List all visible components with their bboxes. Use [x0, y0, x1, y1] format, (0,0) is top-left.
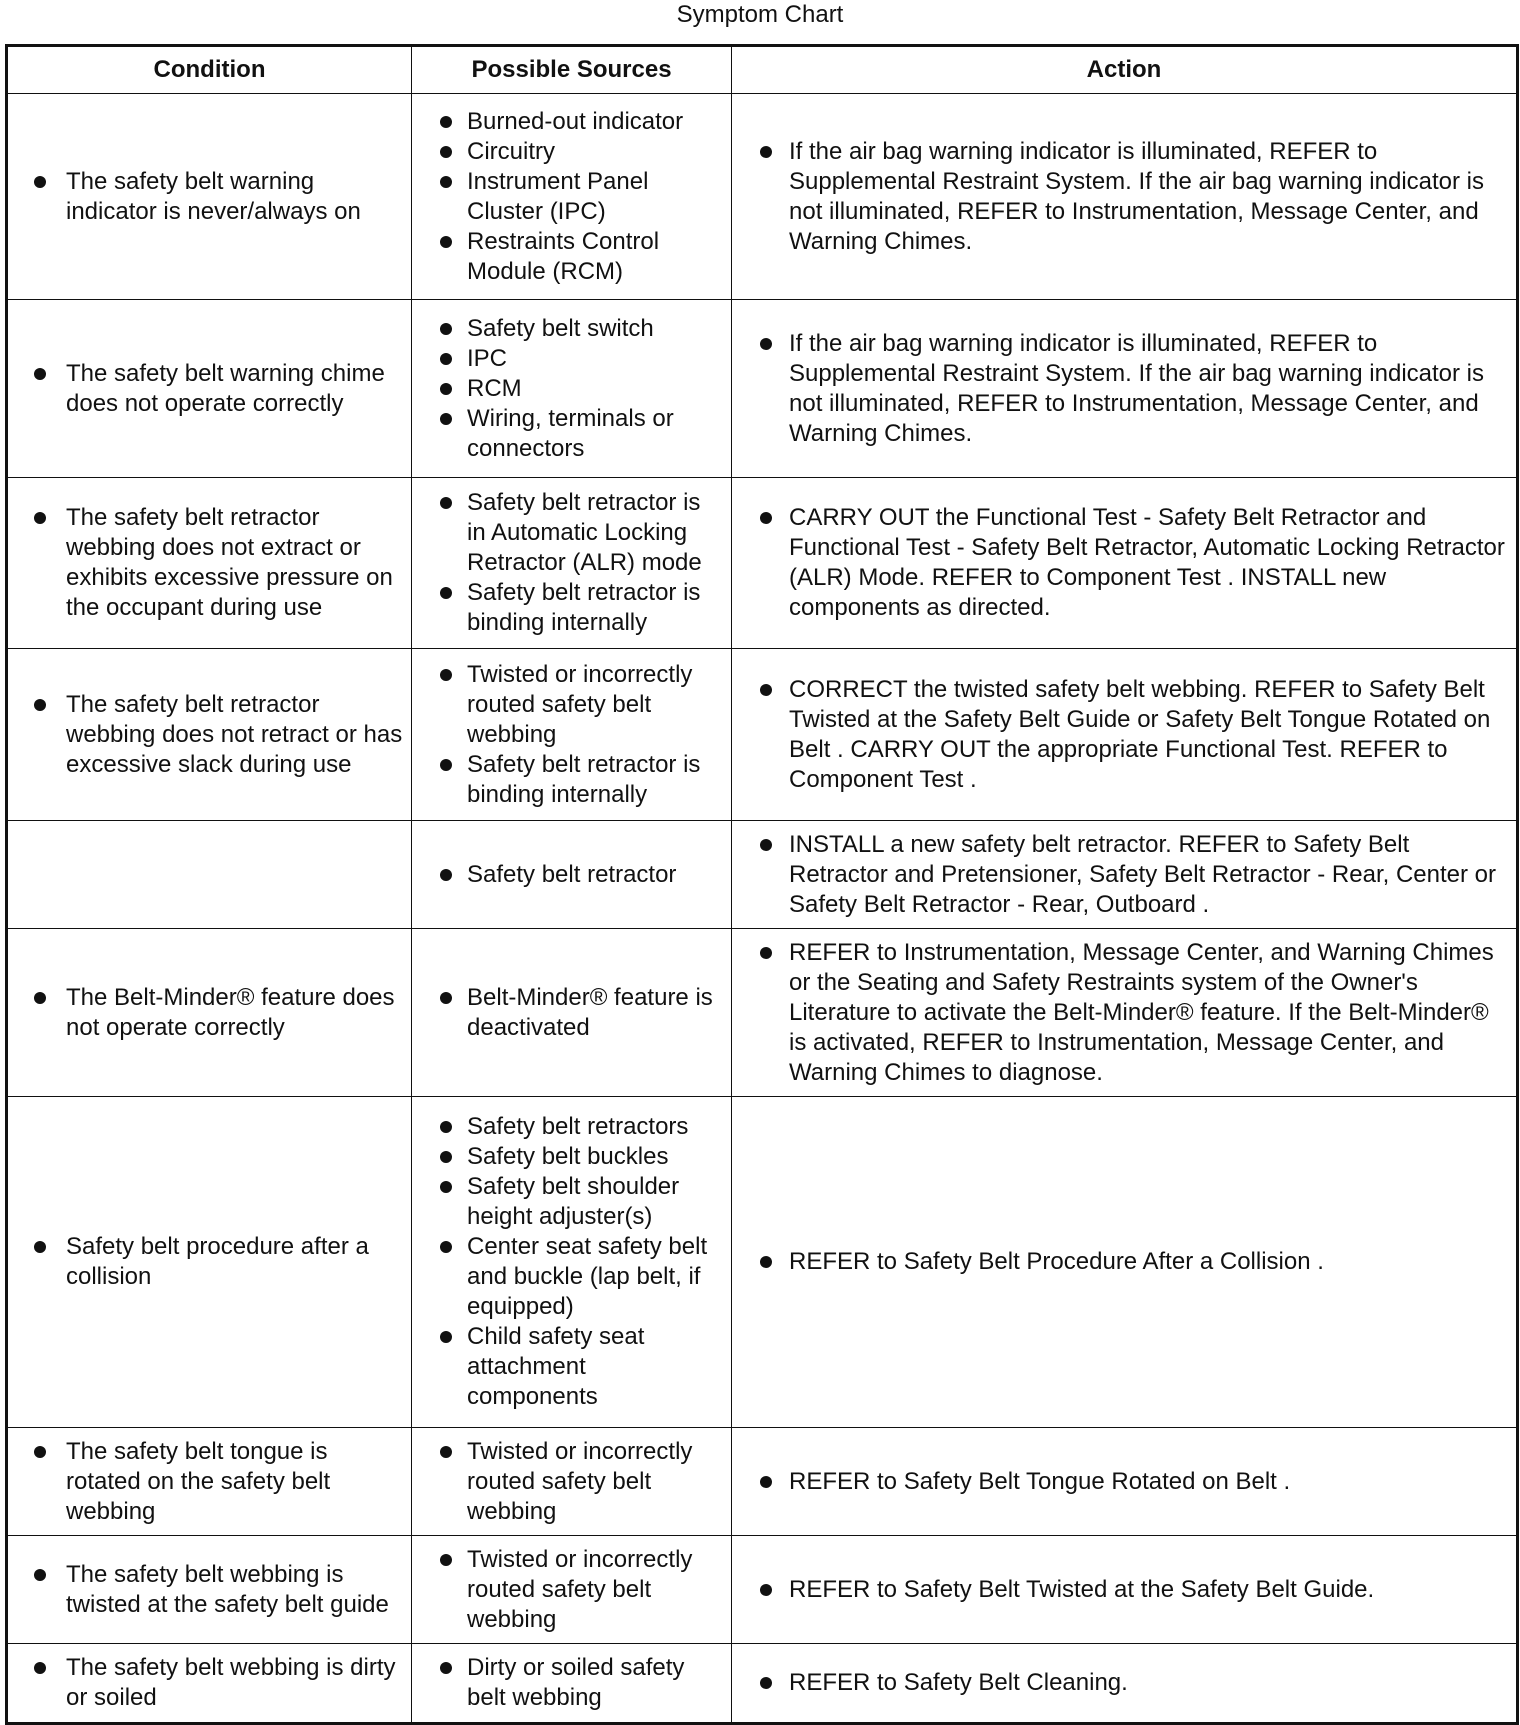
sources-list — [412, 652, 731, 818]
condition-cell — [7, 94, 412, 300]
condition-list — [8, 159, 411, 235]
sources-cell — [412, 1428, 732, 1536]
table-row — [7, 300, 1518, 478]
condition-list — [8, 1224, 411, 1300]
bullet-item: REFER to Instrumentation, Message Center, and Warning Chimes or the Seating and Safety Restraints system of the Owner's Literature to activate the Belt-Minder® feature. If the Belt-Minder® is activated, REFER to Instrumentation, Message Center, and Warning Chimes to diagnose. — [732, 938, 1510, 1088]
condition-list — [8, 351, 411, 427]
table-row — [7, 1536, 1518, 1644]
action-cell — [732, 478, 1518, 649]
bullet-item: RCM — [412, 374, 723, 404]
sources-cell — [412, 1644, 732, 1724]
bullet-item: Twisted or incorrectly routed safety belt webbing — [412, 660, 723, 750]
header-row — [7, 46, 1518, 94]
condition-list — [8, 1552, 411, 1628]
bullet-item: Restraints Control Module (RCM) — [412, 227, 723, 287]
condition-cell — [7, 1097, 412, 1428]
action-cell — [732, 821, 1518, 929]
sources-header: Possible Sources — [412, 46, 732, 94]
sources-cell — [412, 1097, 732, 1428]
bullet-item: Twisted or incorrectly routed safety belt webbing — [412, 1545, 723, 1635]
condition-cell — [7, 1428, 412, 1536]
action-list — [732, 1660, 1516, 1706]
bullet-item: The Belt-Minder® feature does not operate correctly — [8, 983, 403, 1043]
sources-cell — [412, 94, 732, 300]
bullet-item: Circuitry — [412, 137, 723, 167]
action-list — [732, 321, 1516, 457]
sources-cell — [412, 649, 732, 821]
table-row — [7, 649, 1518, 821]
action-list — [732, 1459, 1516, 1505]
action-header: Action — [732, 46, 1518, 94]
bullet-item: Safety belt retractor is binding internally — [412, 578, 723, 638]
table-row — [7, 821, 1518, 929]
table-body — [7, 94, 1518, 1724]
action-list — [732, 822, 1516, 928]
sources-list — [412, 306, 731, 472]
table-row — [7, 929, 1518, 1097]
action-cell — [732, 1644, 1518, 1724]
table-row — [7, 1097, 1518, 1428]
condition-list — [8, 682, 411, 788]
condition-cell — [7, 478, 412, 649]
bullet-item: Wiring, terminals or connectors — [412, 404, 723, 464]
table-row — [7, 1644, 1518, 1724]
bullet-item: The safety belt warning chime does not operate correctly — [8, 359, 403, 419]
bullet-item: Twisted or incorrectly routed safety belt webbing — [412, 1437, 723, 1527]
action-cell — [732, 1428, 1518, 1536]
sources-cell — [412, 478, 732, 649]
bullet-item: The safety belt webbing is dirty or soiled — [8, 1653, 403, 1713]
condition-cell — [7, 929, 412, 1097]
bullet-item: The safety belt retractor webbing does not extract or exhibits excessive pressure on the occupant during use — [8, 503, 403, 623]
condition-list — [8, 975, 411, 1051]
bullet-item: Center seat safety belt and buckle (lap belt, if equipped) — [412, 1232, 723, 1322]
page-title: Symptom Chart — [676, 1, 844, 28]
bullet-item: The safety belt retractor webbing does not retract or has excessive slack during use — [8, 690, 403, 780]
condition-header: Condition — [7, 46, 412, 94]
sources-list — [412, 852, 731, 898]
sources-list — [412, 480, 731, 646]
bullet-item: Safety belt shoulder height adjuster(s) — [412, 1172, 723, 1232]
condition-list — [8, 1429, 411, 1535]
sources-list — [412, 975, 731, 1051]
bullet-item: Safety belt procedure after a collision — [8, 1232, 403, 1292]
action-cell — [732, 300, 1518, 478]
sources-list — [412, 1645, 731, 1721]
action-list — [732, 1567, 1516, 1613]
action-list — [732, 1239, 1516, 1285]
bullet-item: CORRECT the twisted safety belt webbing. REFER to Safety Belt Twisted at the Safety Belt Guide or Safety Belt Tongue Rotated on Belt . CARRY OUT the appropriate Functional Test. REFER to Component Test . — [732, 675, 1510, 795]
bullet-item: Dirty or soiled safety belt webbing — [412, 1653, 723, 1713]
bullet-item: Safety belt switch — [412, 314, 723, 344]
table-row — [7, 478, 1518, 649]
sources-list — [412, 1429, 731, 1535]
sources-cell — [412, 821, 732, 929]
sources-cell — [412, 300, 732, 478]
condition-list — [8, 1645, 411, 1721]
bullet-item: REFER to Safety Belt Cleaning. — [732, 1668, 1510, 1698]
bullet-item: The safety belt tongue is rotated on the safety belt webbing — [8, 1437, 403, 1527]
bullet-item: REFER to Safety Belt Twisted at the Safety Belt Guide. — [732, 1575, 1510, 1605]
action-cell — [732, 1536, 1518, 1644]
action-cell — [732, 649, 1518, 821]
condition-cell — [7, 821, 412, 929]
sources-cell — [412, 1536, 732, 1644]
condition-cell — [7, 1536, 412, 1644]
bullet-item: INSTALL a new safety belt retractor. REFER to Safety Belt Retractor and Pretensioner, Safety Belt Retractor - Rear, Center or Safety Belt Retractor - Rear, Outboard . — [732, 830, 1510, 920]
action-list — [732, 495, 1516, 631]
table-row — [7, 94, 1518, 300]
action-list — [732, 129, 1516, 265]
sources-cell — [412, 929, 732, 1097]
bullet-item: Safety belt retractors — [412, 1112, 723, 1142]
sources-list — [412, 1104, 731, 1420]
condition-list — [8, 495, 411, 631]
bullet-item: Burned-out indicator — [412, 107, 723, 137]
action-cell — [732, 94, 1518, 300]
bullet-item: If the air bag warning indicator is illuminated, REFER to Supplemental Restraint System. If the air bag warning indicator is not illuminated, REFER to Instrumentation, Message Center, and Warning Chimes. — [732, 137, 1510, 257]
bullet-item: Safety belt buckles — [412, 1142, 723, 1172]
bullet-item: The safety belt webbing is twisted at the safety belt guide — [8, 1560, 403, 1620]
condition-cell — [7, 1644, 412, 1724]
sources-list — [412, 1537, 731, 1643]
bullet-item: Safety belt retractor is binding internally — [412, 750, 723, 810]
bullet-item: CARRY OUT the Functional Test - Safety Belt Retractor and Functional Test - Safety Belt Retractor, Automatic Locking Retractor (ALR) Mode. REFER to Component Test . INSTALL new components as directed. — [732, 503, 1510, 623]
bullet-item: If the air bag warning indicator is illuminated, REFER to Supplemental Restraint System. If the air bag warning indicator is not illuminated, REFER to Instrumentation, Message Center, and Warning Chimes. — [732, 329, 1510, 449]
bullet-item: Safety belt retractor — [412, 860, 723, 890]
bullet-item: Safety belt retractor is in Automatic Locking Retractor (ALR) mode — [412, 488, 723, 578]
sources-list — [412, 99, 731, 295]
condition-cell — [7, 300, 412, 478]
table-row — [7, 1428, 1518, 1536]
bullet-item: Instrument Panel Cluster (IPC) — [412, 167, 723, 227]
symptom-table — [5, 44, 1519, 1725]
action-cell — [732, 1097, 1518, 1428]
action-cell — [732, 929, 1518, 1097]
bullet-item: REFER to Safety Belt Tongue Rotated on Belt . — [732, 1467, 1510, 1497]
bullet-item: Belt-Minder® feature is deactivated — [412, 983, 723, 1043]
bullet-item: IPC — [412, 344, 723, 374]
bullet-item: The safety belt warning indicator is never/always on — [8, 167, 403, 227]
condition-cell — [7, 649, 412, 821]
bullet-item: REFER to Safety Belt Procedure After a Collision . — [732, 1247, 1510, 1277]
action-list — [732, 930, 1516, 1096]
action-list — [732, 667, 1516, 803]
bullet-item: Child safety seat attachment components — [412, 1322, 723, 1412]
